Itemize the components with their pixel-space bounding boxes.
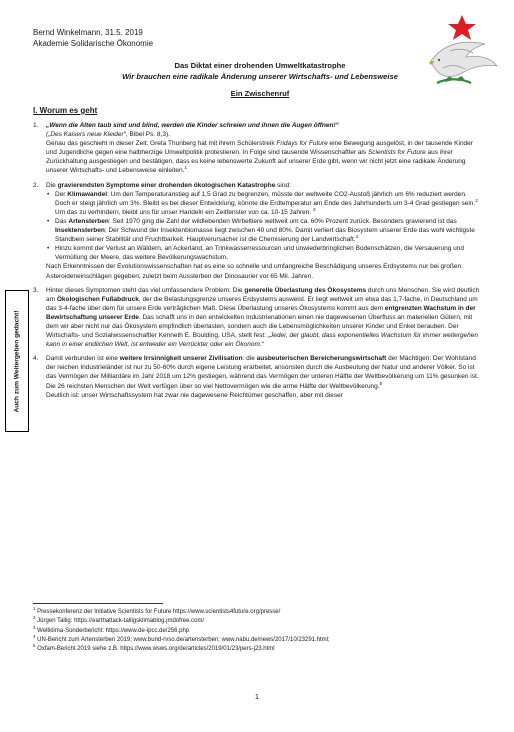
bullet-item	[46, 217, 483, 244]
section-heading: I. Worum es geht	[33, 106, 98, 115]
paragraph-text: der Mächtigen: Der Wohlstand der reichen Industrieländer ist nur zu 50-60% durch eigene Leistung erarbeitet, ansonsten durch die Ausbeutung der Natur und anderer Völker. So ist das Vermögen der Milliardäre im Jahr 2018 um 12% gestiegen, während das Vermögen der unteren Hälfte der Weltbevölkerung um 11% gesunken ist. Die 26 reichsten Menschen der Welt verfügen über so viel Nettovermögen wie die arme Hälfte der Weltbevölkerung.	[46, 355, 479, 390]
footnotes	[33, 608, 483, 654]
bold-text: weitere Irrsinnigkeit unserer Zivilisation	[119, 355, 243, 363]
footnote-text: Pressekonferenz der Initiative Scientists for Future https://www.scientists4future.org/presse/	[35, 609, 281, 615]
quote-source-title: („Des Kaisers neue Kleider“	[46, 131, 126, 139]
paragraph-text: Der	[55, 190, 68, 198]
bold-text: generelle Überlastung des Ökosystems	[244, 286, 367, 294]
bold-text: Insektensterben	[55, 227, 105, 235]
footnote-ref: 3	[312, 206, 316, 212]
paragraph-text: Deutlich ist: unser Wirtschaftssystem hat zwar nie dagewesene Reichtümer geschaffen, aber mit dieser	[46, 391, 343, 399]
footnote-number: 4	[33, 633, 36, 639]
paragraph-text: . Das schafft uns in den entwickelten Industrienationen einen nie dagewesenen Überfluss an materiellen Gütern, mit dem wir aber nicht nur das Ökosystem empfindlich überlasten, sondern auch die Lebensmöglichkeiten unserer Kinder und Enkel berauben. Der Wirtschafts- und Sozialwissenschaftler Kenneth E. Boulding, USA, stellt fest:	[46, 313, 473, 340]
point-number: 4.	[33, 355, 39, 363]
point-number: 3.	[33, 286, 39, 294]
sidebar-note: Auch zum Weitergeben gedacht!	[13, 309, 21, 413]
bold-text: ausbeuterischen Bereicherungswirtschaft	[256, 355, 387, 363]
paragraph-text: , der die Belastungsgrenze unseres Erdsystems ausweist. Er liegt weltweit um etwa das 1,7-fache, in Deutschland um das 3-4-fache über dem für unsere Erde verträglichen Maß. Diese Überlastung unseres Ökosystems kommt aus dem	[46, 295, 478, 312]
bold-text: Klimawandel	[67, 190, 108, 198]
quote-text: „Jeder, der glaubt, dass exponentielles Wachstum für immer weitergehen kann in einer endlichen Welt, ist entweder ein Verrückter oder ein Ökonom.“	[46, 332, 478, 349]
footnote	[33, 624, 483, 636]
bullet-item	[46, 244, 483, 262]
paragraph-text: Um das zu verhindern, bleibt uns für unser Handeln ein Zeitfenster von ca. 10-15 Jahren.	[55, 208, 312, 216]
footnote-number: 1	[33, 606, 36, 611]
bullet-icon: •	[47, 217, 50, 225]
numbered-point-2	[33, 181, 483, 281]
paragraph-text: Hinzu kommt der Verlust an Wäldern, an Ackerland, an Trinkwasserressourcen und unwiederbringlichen Bodenschätzen, die Versauerung und Vermüllung der Meere, das weitere Bevölkerungswachstum.	[55, 245, 465, 262]
footnote-divider	[33, 603, 163, 604]
emphasis-text: Fridays for Future	[276, 140, 328, 148]
author-line: Bernd Winkelmann, 31.5. 2019	[33, 28, 143, 37]
quote-source-ref: , Bibel Ps. 8,3).	[125, 131, 170, 139]
point-number: 2.	[33, 181, 39, 189]
bullet-item	[46, 190, 483, 217]
footnote-ref: 5	[379, 380, 383, 386]
emphasis-text: Scientists for Future	[367, 149, 426, 157]
document-title: Das Diktat einer drohenden Umweltkatastrophe	[174, 61, 346, 70]
numbered-point-1	[33, 121, 483, 176]
page-number: 1	[255, 694, 259, 701]
org-line: Akademie Solidarische Ökonomie	[33, 39, 154, 48]
footnote	[33, 608, 483, 617]
paragraph-text: Hinter dieses Symptomen steht das viel umfassendere Problem: Die	[46, 286, 245, 294]
document-body	[33, 121, 483, 405]
paragraph-text: Die	[46, 181, 58, 189]
paragraph-text: eine Bewegung ausgelöst, in der tausende Kinder und Jugendliche gegen eine halbherzige Umweltpolitik protestieren. In Folge sind tausende Wissenschaftler als	[46, 140, 473, 157]
footnote-ref: 1	[184, 165, 187, 171]
paragraph-text: sind:	[275, 181, 291, 189]
footnote-number: 3	[33, 624, 36, 630]
footnote-text: Weltklima-Sonderbericht: https://www.de-ipcc.de/256.php	[35, 627, 190, 634]
footnote-number: 5	[33, 643, 36, 649]
paragraph-text: ; Der Schwund der Insektenbiomasse liegt zwischen 40 und 80%. Damit verliert das Biosystem unserer Erde das wohl wichtigste Standbein seiner Stabilität und Fruchtbarkeit. Hauptverursacher ist die Chemisierung der Landwirtschaft.	[55, 227, 475, 244]
footnote	[33, 617, 483, 626]
numbered-point-3	[33, 286, 483, 350]
title-block	[80, 60, 440, 99]
paragraph-text: aus ihrer Zurückhaltung ausgestiegen und bestätigen, dass es keine lebenswerte Zukunft auf unserer Erde gibt, wenn wir nicht jetzt eine radikale Änderung unserer Wirtschafts- und Lebensweise einleiten.	[46, 149, 466, 175]
bold-text: Ökologischen Fußabdruck	[56, 295, 139, 303]
bullet-icon: •	[47, 190, 50, 198]
document-label: Ein Zwischenruf	[230, 89, 290, 98]
footnote-text: Jürgen Tallig: https://earthattack-talligsklimablog.jmdofree.com/	[35, 618, 205, 625]
point-number: 1.	[33, 122, 39, 129]
bold-text: Artensterben	[68, 217, 109, 225]
footnote-text: Oxfam-Bericht 2019 siehe z.B. https://www.wsws.org/de/articles/2019/01/23/pers-j23.html	[35, 646, 275, 653]
header-block	[33, 27, 153, 49]
bold-text: entgrenzten Wachstum in der Bewirtschaftung unserer Erde	[46, 304, 476, 321]
bullet-icon: •	[47, 245, 50, 253]
footnote-ref: 2	[475, 197, 478, 203]
paragraph-text: : Seit 1970 ging die Zahl der wildlebenden Wirbeltiere weltweit um ca. 60% Prozent zurück. Besonders gravierend ist das	[108, 217, 457, 225]
footnote	[33, 645, 483, 654]
footnote-text: UN-Bericht zum Artensterben 2019; www.bund-rvso.de/artensterben; www.nabu.de/news/2017/10/23291.html;	[35, 636, 330, 643]
bold-text: gravierendsten Symptome einer drohenden ökologischen Katastrophe	[57, 181, 276, 189]
opening-quote: „Wenn die Alten taub sind und blind, werden die Kinder schreien und ihnen die Augen öffnen!“	[46, 122, 339, 129]
sidebar-note-box	[5, 290, 29, 432]
paragraph-text: Genau das geschieht in dieser Zeit: Greta Thunberg hat mit ihrem Schülerstreik	[46, 140, 277, 148]
document-subtitle: Wir brauchen eine radikale Änderung unserer Wirtschafts- und Lebensweise	[122, 72, 398, 81]
footnote-ref: 4	[355, 233, 359, 239]
paragraph-text: Nach Erkenntnissen der Evolutionswissenschaften hat es eine so schnelle und umfangreiche Beschädigung unseres Erdsystems nur bei großen Asteroideneinschlägen gegeben, zuletzt beim Aussterben der Dinosaurier vor 65 Mil. Jahren.	[46, 263, 462, 280]
numbered-point-4	[33, 354, 483, 399]
paragraph-text: : Um den Temperaturanstieg auf 1,5 Grad zu begrenzen, müsste der weltweite CO2-Austoß jährlich um 6% reduziert werden. Doch er steigt jährlich um 3%. Bleibt es bei dieser Entwicklung, könnte die Erdtemperatur am Ende des Jahrhunderts um 3-4 Grad gestiegen sein.	[55, 190, 476, 207]
paragraph-text: Das	[55, 217, 69, 225]
footnote-number: 2	[33, 615, 36, 621]
paragraph-text: Damit verbunden ist eine	[46, 355, 120, 363]
footnote	[33, 633, 483, 645]
paragraph-text: : die	[242, 355, 257, 363]
paragraph-text: durch uns Menschen. Sie wird deutlich am	[46, 286, 480, 303]
